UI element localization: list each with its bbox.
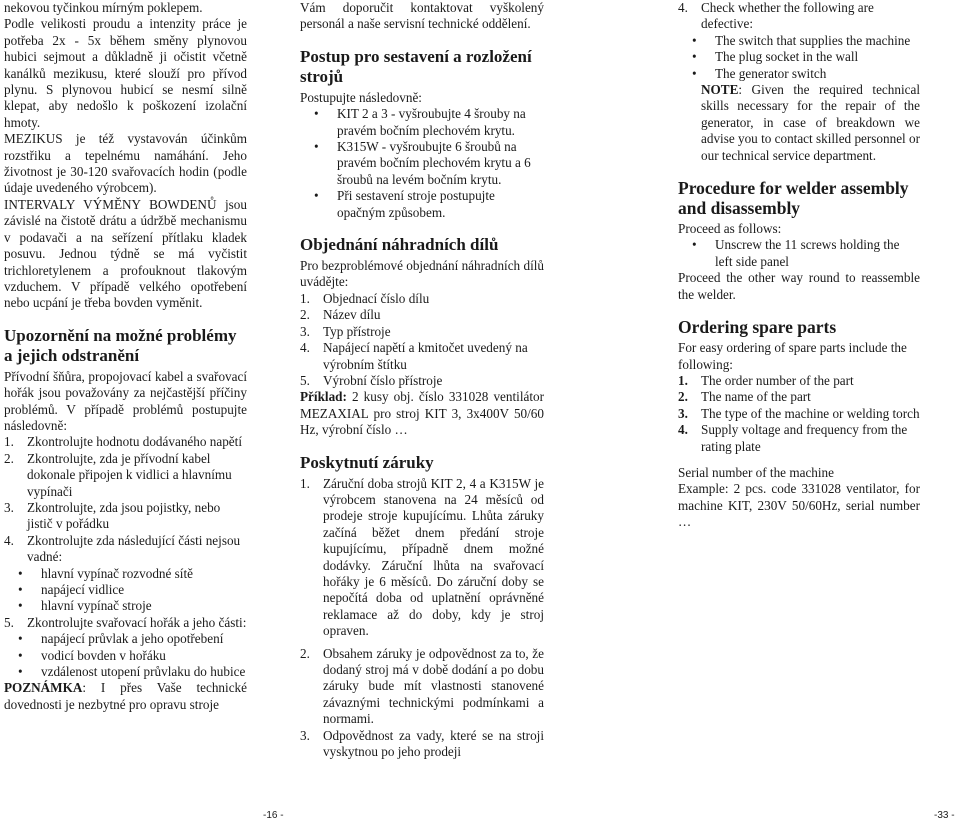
warranty-list (300, 476, 544, 761)
page-number-right: -33 - (934, 810, 955, 821)
troubleshooting-para: Přívodní šňůra, propojovací kabel a svařovací hořák jsou považovány za nejčastější příčiny problémů. V případě problémů postupujte následovně: (4, 368, 247, 433)
intro-line-3: INTERVALY VÝMĚNY BOWDENŮ jsou závislé na čistotě drátu a údržbě mechanismu v podavači a na seřízení přítlaku kladek posuvu. Jednou týdně se má vyčistit trichloretylenem a profouknout tlakovým vzduchem. V případě velkého opotřebení nebo ucpání je třeba bovden vyměnit. (4, 196, 247, 311)
bullet-icon: • (18, 631, 23, 647)
bullet-icon: • (692, 49, 697, 65)
list-item: 3. The type of the machine or welding torch (678, 405, 920, 421)
list-item: 4. Zkontrolujte zda následující části nejsou vadné: (4, 532, 241, 565)
bullet-icon: • (18, 647, 23, 663)
column-czech-left (4, 0, 247, 713)
bullet-icon: • (692, 65, 697, 81)
bullet-item: • napájecí vidlice (18, 582, 125, 597)
bullet-icon: • (314, 188, 319, 204)
serial-text: Serial number of the machine (678, 464, 834, 480)
troubleshooting-heading: Upozornění na možné problémy a jejich odstranění (4, 325, 237, 365)
order-list-cz (300, 291, 544, 389)
bullet-item: • The plug socket in the wall (692, 49, 859, 65)
list-item: 3. Typ přístroje (300, 323, 391, 339)
list-item: 5. Výrobní číslo přístroje (300, 372, 443, 388)
list-item: 1. The order number of the part (678, 372, 854, 388)
list-item: 1. Záruční doba strojů KIT 2, 4 a K315W je výrobcem stanovena na 24 měsíců od prodeje stroje kupujícímu. Lhůta záruky začíná běžet dnem předání stroje kupujícímu, případně dnem možné dodávky. Záruční lhůta na svařovací hořáky je 6 měsíců. Do záruční doby se nepočítá doba od uplatnění oprávněné reklamace až do doby, kdy je stroj opraven. (300, 475, 544, 639)
warranty-heading: Poskytnutí záruky (300, 452, 434, 472)
intro-line-1: Podle velikosti proudu a intenzity práce je potřeba 2x - 5x během směny plynovou hubici sejmout a důkladně ji očistit včetně kanálků mezikusu, které slouží pro přívod plynu. S plynovou hubicí se nesmí silně klepat, aby nedošlo k poškození izolační hmoty. (4, 16, 247, 130)
intro-line-0: nekovou tyčinkou mírným poklepem. (4, 0, 203, 15)
bullet-icon: • (692, 32, 697, 48)
troubleshooting-list (4, 434, 247, 680)
bullet-item: • Unscrew the 11 screws holding the left side panel (692, 237, 900, 269)
bullet-icon: • (18, 598, 23, 614)
bullet-icon: • (314, 106, 319, 122)
column-czech-right (300, 0, 544, 760)
assembly-intro: Postupujte následovně: (300, 89, 422, 105)
procedure-heading: Procedure for welder assembly and disassembly (678, 178, 909, 219)
note-paragraph: POZNÁMKA: I přes Vaše technické dovednosti je nezbytné pro opravu stroje (4, 680, 247, 712)
bullet-item: • hlavní vypínač rozvodné sítě (18, 565, 193, 581)
bullet-icon: • (314, 139, 319, 155)
procedure-text: Proceed the other way round to reassemble the welder. (678, 270, 920, 302)
list-item: 2. Obsahem záruky je odpovědnost za to, že dodaný stroj má v době dodání a po dobu záruky bude mít vlastnosti stanovené závaznými technickými podmínkami a normami. (300, 645, 544, 727)
bullet-icon: • (18, 582, 23, 597)
page-number-left: -16 - (263, 810, 284, 821)
note-paragraph-en: NOTE: Given the required technical skills necessary for the repair of the generator, in case of breakdown we advise you to contact skilled personnel or our technical service department. (701, 82, 921, 163)
column-english (678, 0, 920, 531)
example-paragraph-en: Example: 2 pcs. code 331028 ventilator, for machine KIT, 230V 50/60Hz, serial number … (678, 481, 920, 530)
bullet-item: • napájecí průvlak a jeho opotřebení (18, 631, 224, 647)
order-heading-en: Ordering spare parts (678, 317, 837, 338)
assembly-heading: Postup pro sestavení a rozložení strojů (300, 46, 532, 86)
bullet-item: • KIT 2 a 3 - vyšroubujte 4 šrouby na pravém bočním plechovém krytu. (314, 106, 526, 138)
order-list-en (678, 373, 920, 455)
list-item: 2. Zkontrolujte, zda je přívodní kabel dokonale připojen k vidlici a hlavnímu vypínači (4, 450, 232, 499)
bullet-item: • The switch that supplies the machine (692, 32, 911, 48)
list-item: 4. Check whether the following are defective: (678, 0, 874, 32)
list-item: 3. Zkontrolujte, zda jsou pojistky, nebo jistič v pořádku (4, 499, 221, 532)
order-intro-cz: Pro bezproblémové objednání náhradních dílů uvádějte: (300, 258, 544, 290)
assembly-list (300, 106, 544, 221)
bullet-item: • K315W - vyšroubujte 6 šroubů na pravém bočním plechovém krytu a 6 šroubů na levém bočním krytu. (314, 139, 531, 187)
bullet-icon: • (692, 237, 697, 253)
list-item: 2. The name of the part (678, 389, 811, 405)
bullet-item: • The generator switch (692, 65, 827, 81)
list-item: 1. Objednací číslo dílu (300, 290, 430, 306)
bullet-icon: • (18, 565, 23, 581)
list-item: 3. Odpovědnost za vady, které se na stroji vyskytnou po jeho prodeji (300, 727, 544, 760)
procedure-intro: Proceed as follows: (678, 221, 782, 237)
bullet-item: • vodicí bovden v hořáku (18, 647, 166, 663)
bullet-icon: • (18, 664, 23, 680)
top-text: Vám doporučit kontaktovat vyškolený personál a naše servisní technické oddělení. (300, 0, 544, 32)
example-paragraph-cz: Příklad: 2 kusy obj. číslo 331028 ventilátor MEZAXIAL pro stroj KIT 3, 3x400V 50/60 Hz, výrobní číslo … (300, 389, 544, 438)
list-item: 5. Zkontrolujte svařovací hořák a jeho části: (4, 614, 247, 630)
check-list (678, 0, 920, 82)
bullet-item: • hlavní vypínač stroje (18, 598, 152, 614)
list-item: 2. Název dílu (300, 307, 381, 323)
order-intro-en: For easy ordering of spare parts include the following: (678, 340, 907, 372)
list-item: 4. Napájecí napětí a kmitočet uvedený na výrobním štítku (300, 340, 528, 372)
order-heading-cz: Objednání náhradních dílů (300, 235, 499, 255)
list-item: 4. Supply voltage and frequency from the rating plate (678, 422, 908, 454)
intro-line-2: MEZIKUS je též vystavován účinkům rozstřiku a tepelnému namáhání. Jeho životnost je 30-120 svařovacích hodin (podle údaje uvedeného výrobcem). (4, 131, 247, 196)
bullet-item: • Při sestavení stroje postupujte opačným způsobem. (314, 188, 495, 220)
bullet-item: • vzdálenost utopení průvlaku do hubice (18, 664, 246, 680)
list-item: 1. Zkontrolujte hodnotu dodávaného napětí (4, 434, 242, 450)
